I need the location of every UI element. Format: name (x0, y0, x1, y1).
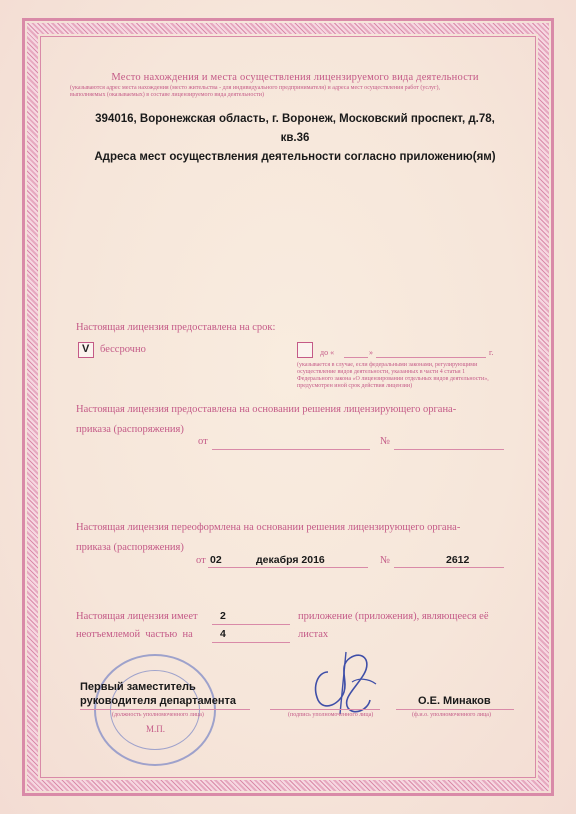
signature-note: (подпись уполномоченного лица) (288, 712, 374, 718)
mp-label: М.П. (146, 724, 166, 734)
header-note-2: выполняемых (оказываемых) в составе лицензируемого вида деятельности) (70, 92, 264, 98)
appendix-label-2: приложение (приложения), являющееся её (298, 611, 489, 622)
term-until-mid: » (369, 348, 373, 357)
appendix-count: 2 (220, 610, 226, 622)
basis-number-line (394, 449, 504, 450)
term-note-3: Федерального закона «О лицензировании отдельных видов деятельности», (297, 376, 489, 382)
reissue-number: 2612 (446, 554, 470, 566)
term-until-suffix: г. (489, 348, 494, 357)
appendix-sheets-line (212, 642, 290, 643)
basis-label-2: приказа (распоряжения) (76, 424, 184, 435)
term-note-1: (указывается в случае, если федеральными законами, регулирующими (297, 362, 478, 368)
header-title: Место нахождения и места осуществления лицензируемого вида деятельности (111, 72, 479, 83)
reissue-number-line (394, 567, 504, 568)
term-note-2: осуществление видов деятельности, указанных в части 4 статьи 1 (297, 369, 466, 375)
reissue-month-year: декабря 2016 (256, 554, 325, 566)
official-seal (94, 654, 216, 766)
handwritten-signature (298, 642, 388, 722)
name-note: (ф.и.о. уполномоченного лица) (412, 712, 491, 718)
header-note-1: (указываются адрес места нахождения (место жительства - для индивидуального предпринимателя) и адреса мест осуществления работ (услуг), (70, 85, 440, 91)
signature-line (270, 709, 380, 710)
basis-date-line (212, 449, 370, 450)
basis-label-1: Настоящая лицензия предоставлена на основании решения лицензирующего органа- (76, 404, 457, 415)
term-label: Настоящая лицензия предоставлена на срок: (76, 322, 276, 333)
appendix-label-1: Настоящая лицензия имеет (76, 611, 198, 622)
position-line-1: Первый заместитель (80, 681, 196, 693)
reissue-date-line (208, 567, 368, 568)
appendix-sheets: 4 (220, 628, 226, 640)
reissue-label-1: Настоящая лицензия переоформлена на основании решения лицензирующего органа- (76, 522, 461, 533)
position-line-2: руководителя департамента (80, 695, 237, 707)
basis-from: от (198, 436, 208, 447)
term-until-prefix: до « (320, 348, 335, 357)
term-note-4: предусмотрен иной срок действия лицензии) (297, 383, 413, 389)
signer-name: О.Е. Минаков (418, 695, 491, 707)
appendix-count-line (212, 624, 290, 625)
perpetual-label: бессрочно (100, 344, 146, 355)
reissue-label-2: приказа (распоряжения) (76, 542, 184, 553)
name-line (396, 709, 514, 710)
basis-no: № (380, 436, 391, 447)
address-line-1: 394016, Воронежская область, г. Воронеж, Московский проспект, д.78, (95, 113, 495, 125)
term-day-line (344, 357, 368, 358)
term-until-checkbox (297, 342, 313, 358)
position-note: (должность уполномоченного лица) (112, 712, 204, 718)
appendix-label-3: неотъемлемой частью на (76, 629, 193, 640)
reissue-from: от (196, 555, 206, 566)
term-date-line (376, 357, 486, 358)
reissue-day: 02 (210, 554, 222, 566)
appendix-label-4: листах (298, 629, 329, 640)
reissue-no: № (380, 555, 391, 566)
perpetual-check-mark: V (82, 343, 90, 355)
position-line (80, 709, 250, 710)
address-places: Адреса мест осуществления деятельности согласно приложению(ям) (94, 151, 496, 163)
address-line-2: кв.36 (280, 132, 310, 144)
